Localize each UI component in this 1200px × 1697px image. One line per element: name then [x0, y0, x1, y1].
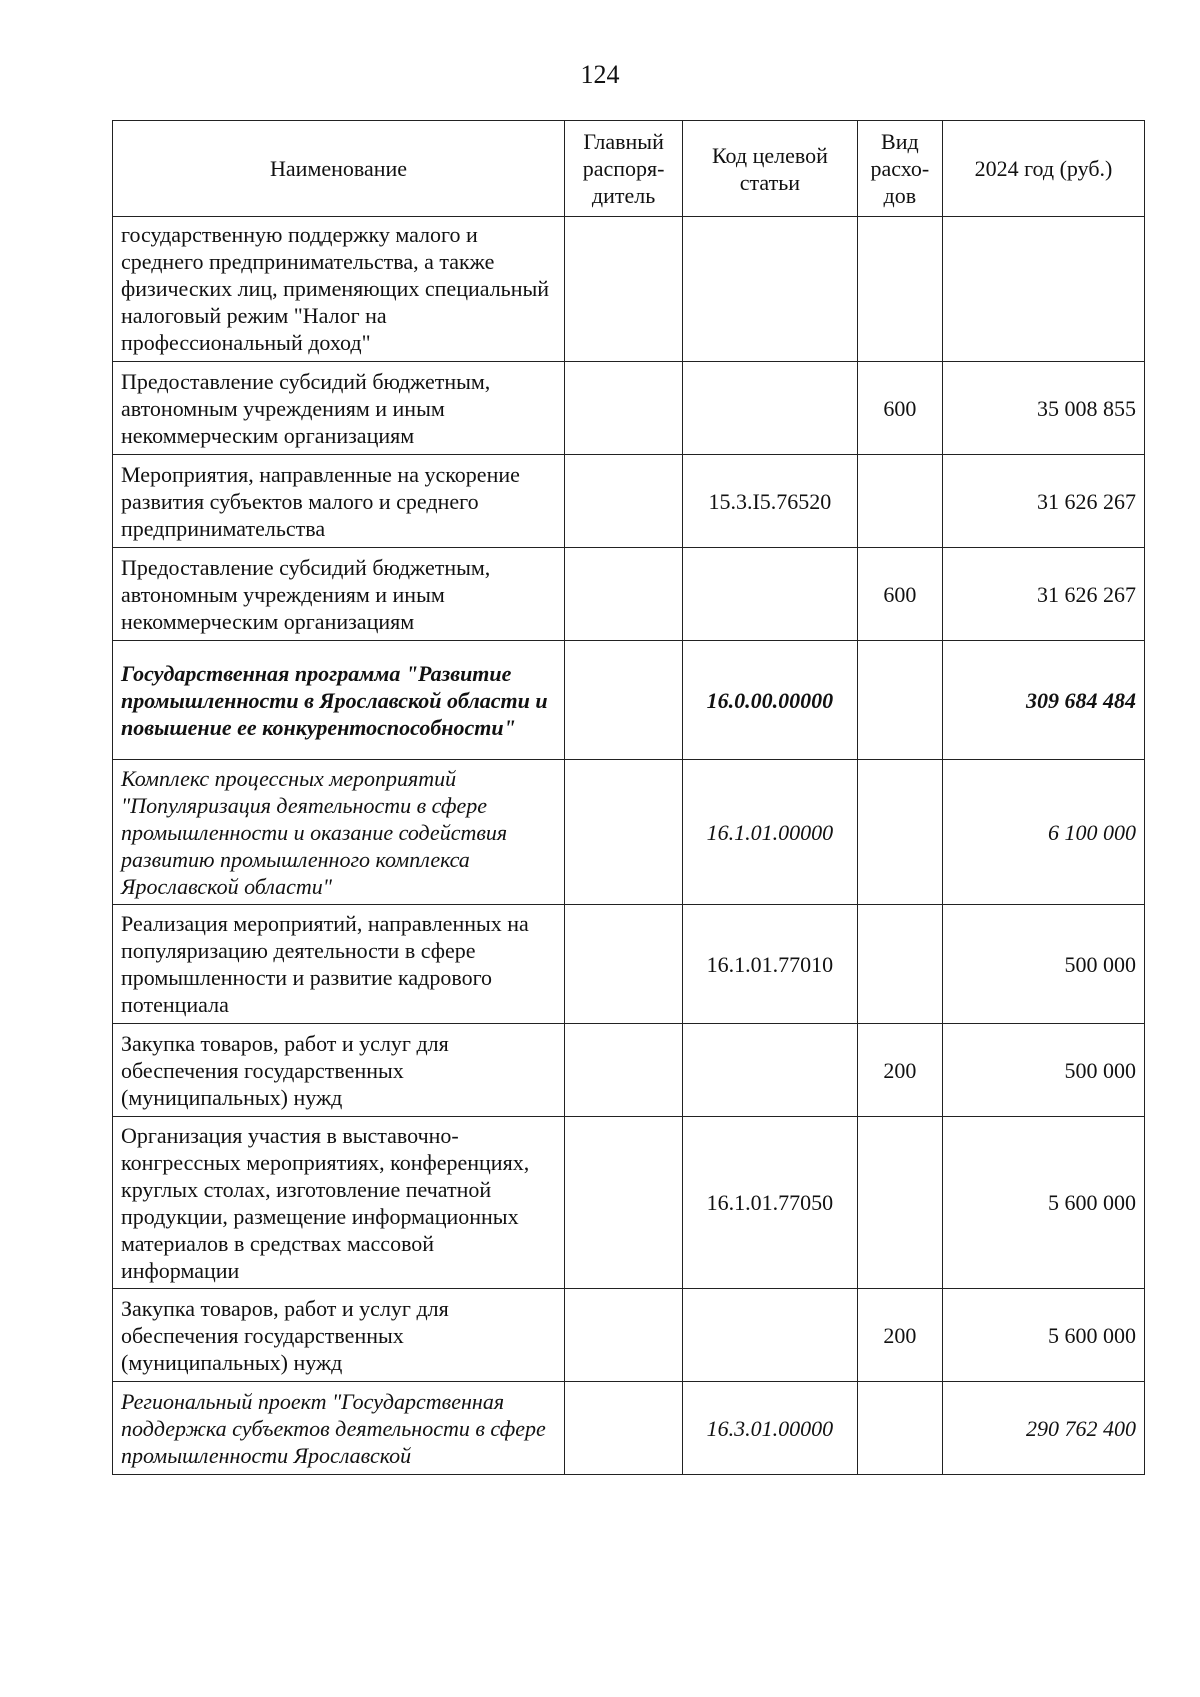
table-row	[113, 217, 1145, 362]
row-manager	[565, 548, 683, 641]
row-amount: 6 100 000	[942, 760, 1144, 905]
row-code: 16.0.00.00000	[683, 641, 858, 760]
row-name: Предоставление субсидий бюджетным, автономным учреждениям и иным некоммерческим организациям	[113, 548, 565, 641]
row-kind	[857, 905, 942, 1024]
header-kind: Вид расхо-дов	[857, 121, 942, 217]
row-code	[683, 362, 858, 455]
table-row	[113, 548, 1145, 641]
row-code	[683, 1024, 858, 1117]
table-row	[113, 1382, 1145, 1475]
row-kind: 600	[857, 548, 942, 641]
table-row	[113, 1289, 1145, 1382]
row-code: 15.3.I5.76520	[683, 455, 858, 548]
row-amount: 5 600 000	[942, 1289, 1144, 1382]
row-code: 16.1.01.00000	[683, 760, 858, 905]
row-manager	[565, 641, 683, 760]
row-kind	[857, 1382, 942, 1475]
row-manager	[565, 905, 683, 1024]
row-name: Закупка товаров, работ и услуг для обеспечения государственных (муниципальных) нужд	[113, 1289, 565, 1382]
row-amount: 35 008 855	[942, 362, 1144, 455]
row-kind	[857, 1117, 942, 1289]
row-amount	[942, 217, 1144, 362]
row-kind	[857, 760, 942, 905]
row-name: Организация участия в выставочно-конгрессных мероприятиях, конференциях, круглых столах, изготовление печатной продукции, размещение информационных материалов в средствах массовой информации	[113, 1117, 565, 1289]
table-header-row	[113, 121, 1145, 217]
row-name: Мероприятия, направленные на ускорение развития субъектов малого и среднего предпринимательства	[113, 455, 565, 548]
row-name: Предоставление субсидий бюджетным, автономным учреждениям и иным некоммерческим организациям	[113, 362, 565, 455]
row-kind: 600	[857, 362, 942, 455]
row-code: 16.3.01.00000	[683, 1382, 858, 1475]
row-name: государственную поддержку малого и среднего предпринимательства, а также физических лиц, применяющих специальный налоговый режим "Налог на профессиональный доход"	[113, 217, 565, 362]
row-amount: 31 626 267	[942, 455, 1144, 548]
row-code	[683, 548, 858, 641]
row-name: Закупка товаров, работ и услуг для обеспечения государственных (муниципальных) нужд	[113, 1024, 565, 1117]
table-row	[113, 362, 1145, 455]
row-kind	[857, 217, 942, 362]
row-manager	[565, 1117, 683, 1289]
row-name: Государственная программа "Развитие промышленности в Ярославской области и повышение ее конкурентоспособности"	[113, 641, 565, 760]
row-kind	[857, 455, 942, 548]
row-amount: 290 762 400	[942, 1382, 1144, 1475]
row-amount: 500 000	[942, 1024, 1144, 1117]
table-row	[113, 760, 1145, 905]
page-number: 124	[580, 60, 620, 89]
row-kind: 200	[857, 1289, 942, 1382]
row-amount: 5 600 000	[942, 1117, 1144, 1289]
row-amount: 31 626 267	[942, 548, 1144, 641]
row-name: Реализация мероприятий, направленных на популяризацию деятельности в сфере промышленности и развитие кадрового потенциала	[113, 905, 565, 1024]
table-row	[113, 1024, 1145, 1117]
row-name: Региональный проект "Государственная поддержка субъектов деятельности в сфере промышленности Ярославской	[113, 1382, 565, 1475]
row-manager	[565, 217, 683, 362]
table-row	[113, 455, 1145, 548]
row-manager	[565, 760, 683, 905]
row-manager	[565, 1024, 683, 1117]
row-code: 16.1.01.77010	[683, 905, 858, 1024]
row-kind	[857, 641, 942, 760]
row-manager	[565, 1289, 683, 1382]
header-amount: 2024 год (руб.)	[942, 121, 1144, 217]
row-manager	[565, 1382, 683, 1475]
header-manager: Главный распоря-дитель	[565, 121, 683, 217]
row-amount: 309 684 484	[942, 641, 1144, 760]
table-row	[113, 1117, 1145, 1289]
table-row	[113, 905, 1145, 1024]
header-name: Наименование	[113, 121, 565, 217]
budget-table	[112, 120, 1145, 1475]
header-code: Код целевой статьи	[683, 121, 858, 217]
table-row	[113, 641, 1145, 760]
row-kind: 200	[857, 1024, 942, 1117]
row-manager	[565, 455, 683, 548]
row-manager	[565, 362, 683, 455]
row-code	[683, 217, 858, 362]
row-code	[683, 1289, 858, 1382]
row-name: Комплекс процессных мероприятий "Популяризация деятельности в сфере промышленности и оказание содействия развитию промышленного комплекса Ярославской области"	[113, 760, 565, 905]
row-amount: 500 000	[942, 905, 1144, 1024]
row-code: 16.1.01.77050	[683, 1117, 858, 1289]
